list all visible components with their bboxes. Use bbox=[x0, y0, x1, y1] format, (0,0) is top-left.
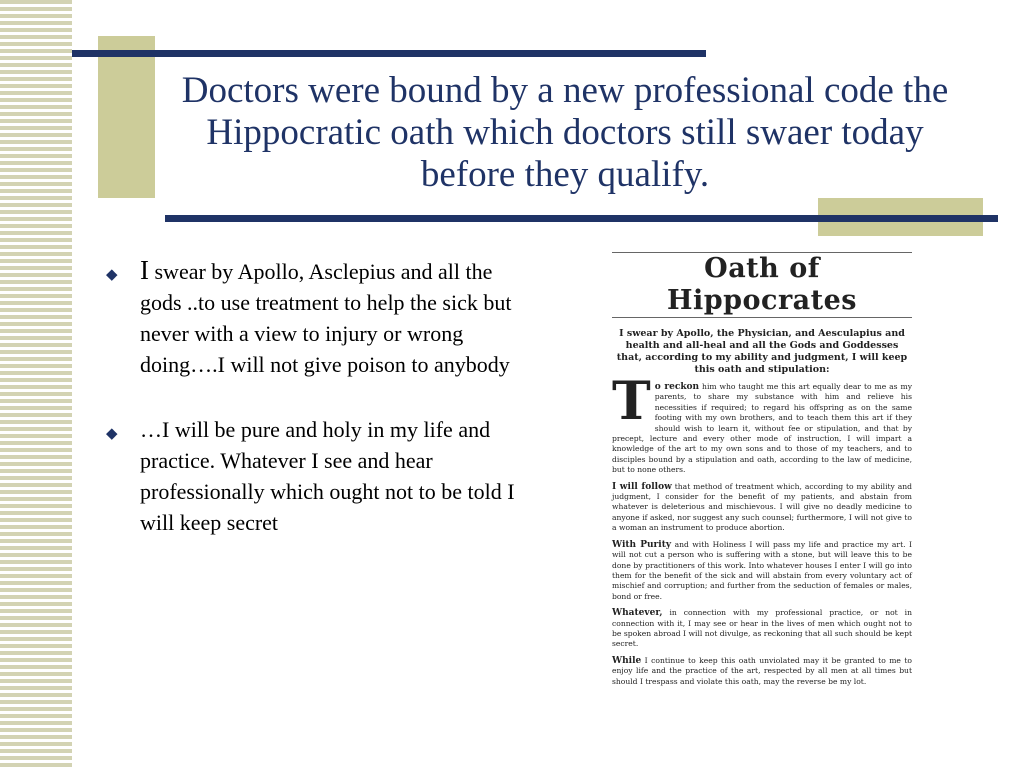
oath-lead: With Purity bbox=[612, 539, 672, 550]
bullet-item bbox=[104, 255, 524, 380]
oath-dropcap: T bbox=[612, 371, 651, 432]
oath-lead: o reckon bbox=[654, 382, 700, 392]
decorative-stripes bbox=[0, 0, 72, 768]
bullet-list bbox=[104, 255, 524, 572]
page-lower-navy-rule bbox=[165, 215, 998, 222]
oath-text: and with Holiness I will pass my life and practice my art. I will not cut a person who is suffering with a stone, but will leave this to be done by practitioners of this work. Into whatever houses I enter I will go into them for the benefit of the sick and will abstain from every voluntary act of mischief and corruption; and further from the seduction of females or males, bond or free. bbox=[612, 539, 912, 601]
bullet-item bbox=[104, 414, 524, 538]
diamond-bullet-icon: ◆ bbox=[106, 426, 118, 442]
oath-lead: Whatever, bbox=[612, 608, 663, 619]
oath-paragraph bbox=[612, 608, 912, 650]
oath-image bbox=[612, 252, 913, 686]
oath-paragraph bbox=[612, 482, 912, 534]
oath-lead: I will follow bbox=[612, 481, 672, 492]
oath-text: him who taught me this art equally dear to me as my parents, to share my substance with him and relieve his necessities if required; to regard his offspring as on the same footing with my own brothers, and to teach them this art if they should wish to learn it, without fee or stipulation, and that by precept, lecture and every other mode of instruction, I will impart a knowledge of the art to my own sons and to those of my teachers, and to disciples bound by a stipulation and oath, according to the law of medicine, but to none others. bbox=[612, 382, 913, 475]
oath-text: I continue to keep this oath unviolated may it be granted to me to enjoy life and the practice of the art, respected by all men at all times but should I trespass and violate this oath, may the reverse be my lot. bbox=[612, 655, 912, 686]
decorative-block-top bbox=[98, 36, 155, 198]
oath-paragraph bbox=[612, 371, 913, 476]
bullet-text: …I will be pure and holy in my life and practice. Whatever I see and hear professionally which ought not to be told I will keep secret bbox=[140, 417, 515, 535]
bullet-first-letter: I bbox=[140, 255, 149, 285]
title-rule-top bbox=[72, 50, 706, 57]
slide-title: Doctors were bound by a new professional code the Hippocratic oath which doctors still swaer today before they qualify. bbox=[181, 70, 949, 195]
oath-title: Oath of Hippocrates bbox=[612, 252, 912, 318]
oath-text: in connection with my professional practice, or not in connection with it, I may see or hear in the lives of men which ought not to be spoken abroad I will not divulge, as reckoning that all such should be kept secret. bbox=[612, 608, 912, 649]
oath-text: that method of treatment which, according to my ability and judgment, I consider for the benefit of my patients, and abstain from whatever is deleterious and mischievous. I will give no deadly medicine to anyone if asked, nor suggest any such counsel; furthermore, I will not give to a woman an instrument to produce abortion. bbox=[612, 481, 912, 533]
oath-paragraph bbox=[612, 656, 912, 687]
oath-intro: I swear by Apollo, the Physician, and Aesculapius and health and all-heal and all the Gods and Goddesses that, according to my ability and judgment, I will keep this oath and stipulation: bbox=[616, 328, 908, 375]
bullet-text: swear by Apollo, Asclepius and all the gods ..to use treatment to help the sick but never with a view to injury or wrong doing….I will not give poison to anybody bbox=[140, 259, 512, 377]
diamond-bullet-icon: ◆ bbox=[106, 267, 118, 283]
oath-lead: While bbox=[612, 655, 642, 666]
oath-paragraph bbox=[612, 540, 912, 602]
